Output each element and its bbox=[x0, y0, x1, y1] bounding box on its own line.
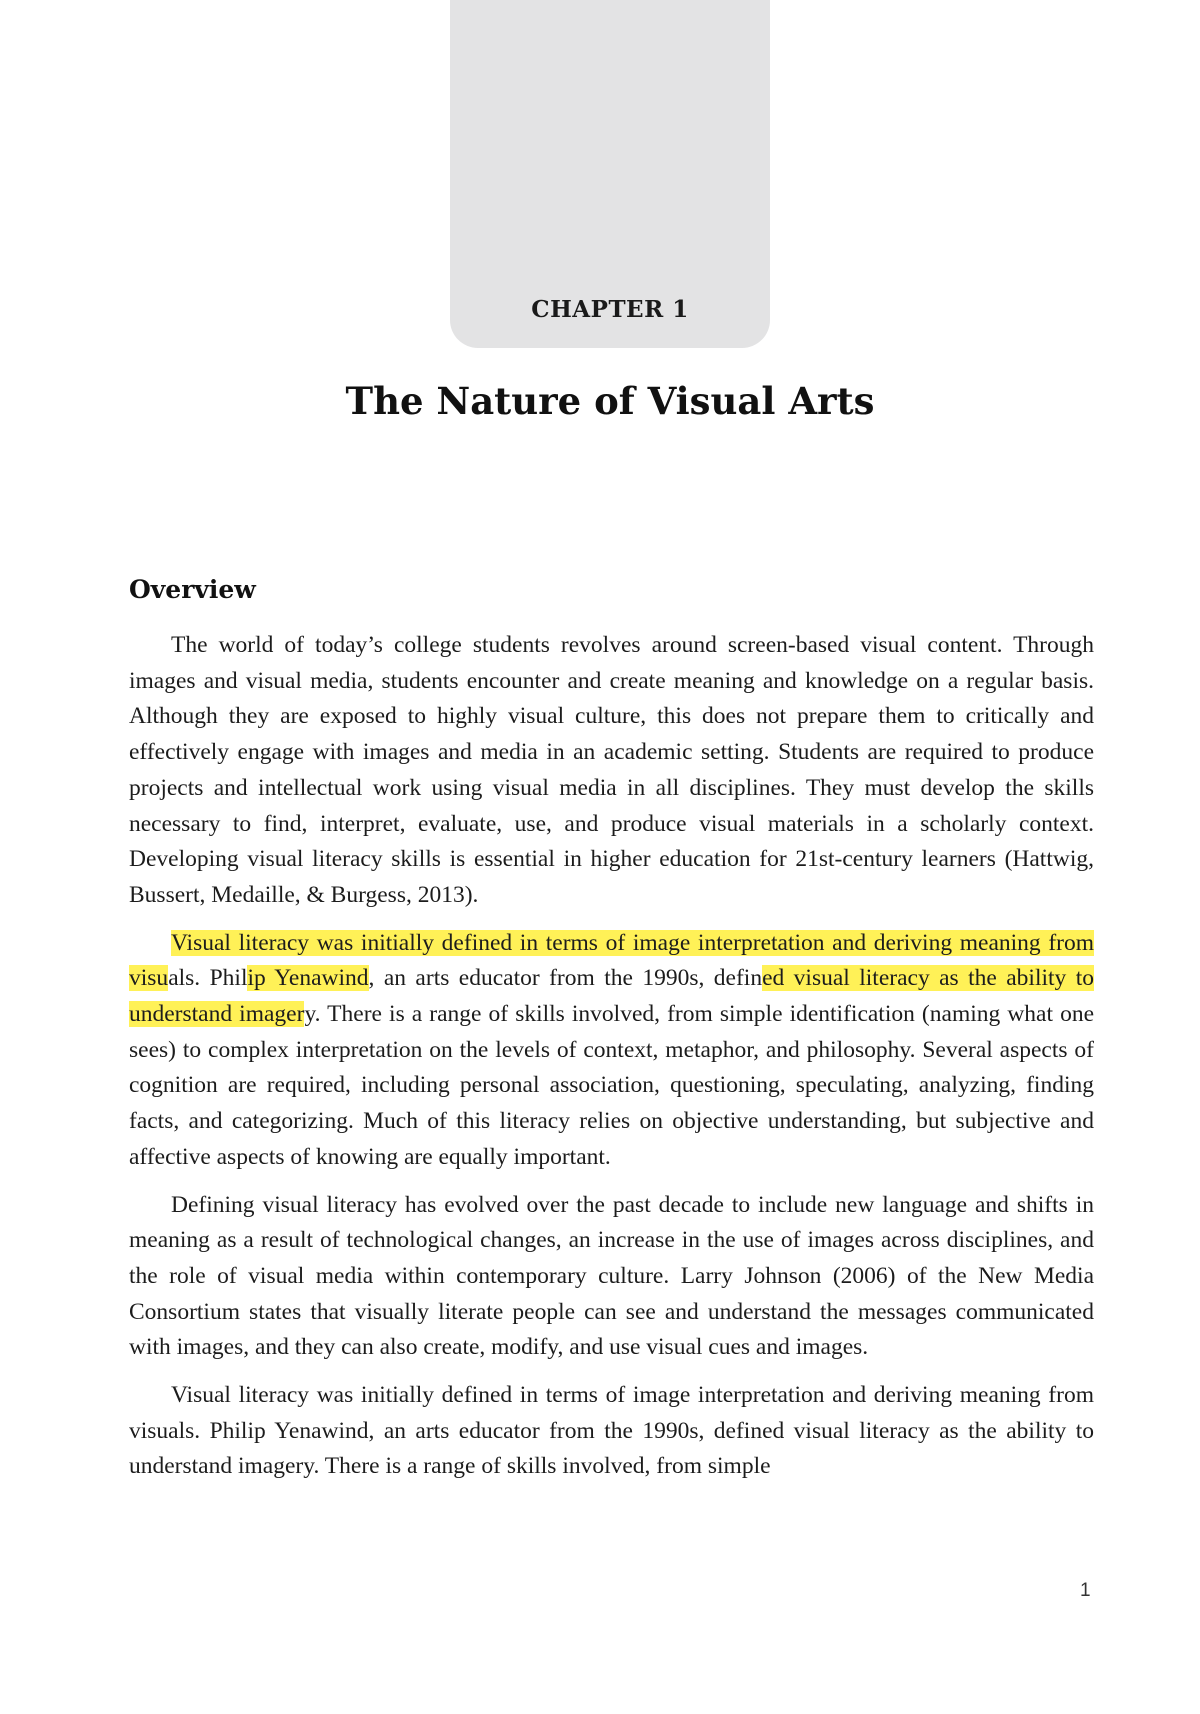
page-number: 1 bbox=[1080, 1580, 1091, 1601]
paragraph-3: Defining visual literacy has evolved over the past decade to include new language and shifts in meaning as a result of technological changes, an increase in the use of images across disciplines, and the role of visual media within contemporary culture. Larry Johnson (2006) of the New Media Consortium states that visually literate people can see and understand the messages communicated with images, and they can also create, modify, and use visual cues and images. bbox=[129, 1191, 1094, 1361]
paragraph-2-segment: y. There is a range of skills involved, from simple identification (naming what one sees) to complex interpretation on the levels of context, metaphor, and philosophy. Several aspects of cognition are required, including personal association, questioning, speculating, analyzing, finding facts, and categorizing. Much of this literacy relies on objective understanding, but subjective and affective aspects of knowing are equally important. bbox=[129, 1001, 1094, 1170]
chapter-title: The Nature of Visual Arts bbox=[345, 379, 875, 423]
paragraph-2 bbox=[129, 926, 1094, 1176]
paragraph-4: Visual literacy was initially defined in terms of image interpretation and deriving meaning from visuals. Philip Yenawind, an arts educator from the 1990s, defined visual literacy as the ability to understand imagery. There is a range of skills involved, from simple bbox=[129, 1382, 1094, 1480]
highlight-3: ip Yenawind bbox=[247, 965, 369, 992]
body-text bbox=[129, 628, 1094, 1497]
paragraph-2-segment: , an arts educator from the 1990s, defin bbox=[368, 965, 763, 992]
chapter-label: CHAPTER 1 bbox=[531, 296, 689, 323]
section-heading-overview: Overview bbox=[129, 575, 256, 604]
paragraph-2-segment: als. Phil bbox=[168, 965, 248, 992]
highlight-1: Visual literacy was initially defined in terms of image interpretation and deriving me bbox=[171, 929, 989, 956]
highlight-4: ed visual litera bbox=[762, 965, 908, 992]
paragraph-1: The world of today’s college students revolves around screen-based visual content. Through images and visual media, students encounter and create meaning and knowledge on a regular basis. Although they are exposed to highly visual culture, this does not prepare them to critically and effectively engage with images and media in an academic setting. Students are required to produce projects and intellectual work using visual media in all disciplines. They must develop the skills necessary to find, interpret, evaluate, use, and produce visual materials in a scholarly context. Developing visual literacy skills is essential in higher education for 21st-century learners (Hattwig, Bussert, Medaille, & Burgess, 2013). bbox=[129, 632, 1094, 908]
highlight-2: aning from visu bbox=[129, 929, 1095, 992]
highlight-5: cy as the ability to understand imager bbox=[129, 965, 1094, 1028]
